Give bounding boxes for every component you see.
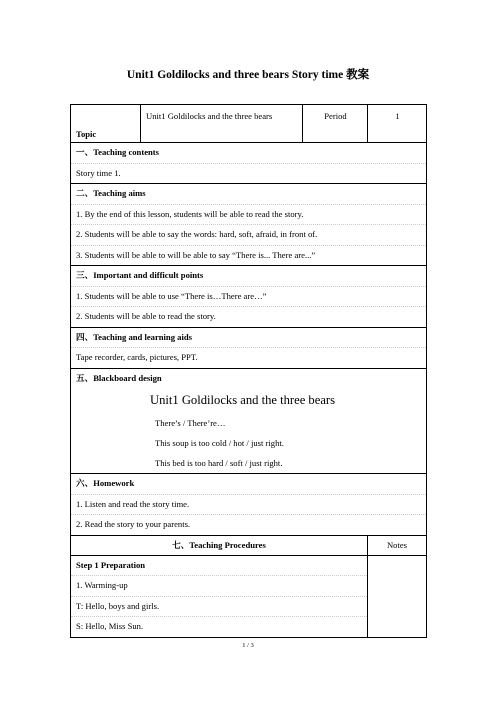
topic-name: Unit1 Goldilocks and the three bears <box>146 111 273 121</box>
important-points-heading: 三、Important and difficult points <box>71 266 426 287</box>
topic-label-cell <box>71 105 141 143</box>
procedure-line: 1. Warming-up <box>71 576 367 597</box>
notes-cell <box>368 555 427 637</box>
important-point-item: 2. Students will be able to read the story. <box>76 311 216 321</box>
aids-row <box>71 327 427 368</box>
procedure-line: S: Hello, Miss Sun. <box>76 621 144 631</box>
teaching-aim-item: 1. By the end of this lesson, students will be able to read the story. <box>71 205 426 226</box>
notes-heading: Notes <box>368 535 427 555</box>
blackboard-line: This bed is too hard / soft / just right. <box>155 458 283 468</box>
step-heading: Step 1 Preparation <box>71 556 367 577</box>
teaching-aims-section <box>71 184 427 266</box>
page-number: 1 / 3 <box>242 642 254 649</box>
aids-section <box>71 327 427 368</box>
period-value-cell <box>368 105 427 143</box>
teaching-aim-item: 2. Students will be able to say the words: hard, soft, afraid, in front of. <box>71 225 426 246</box>
topic-row <box>71 105 427 143</box>
blackboard-row <box>71 368 427 474</box>
period-value: 1 <box>395 111 400 121</box>
blackboard-line: There’s / There’re… <box>155 418 226 428</box>
teaching-contents-section <box>71 143 427 184</box>
blackboard-section <box>71 368 427 474</box>
period-label-cell <box>303 105 368 143</box>
homework-item: 1. Listen and read the story time. <box>71 495 426 516</box>
important-points-row <box>71 266 427 328</box>
procedures-section <box>71 555 368 637</box>
blackboard-heading: 五、Blackboard design <box>76 372 162 383</box>
topic-name-cell <box>141 105 303 143</box>
lesson-plan-table <box>70 104 427 638</box>
teaching-aims-heading: 二、Teaching aims <box>71 184 426 205</box>
teaching-contents-heading: 一、Teaching contents <box>71 143 426 164</box>
aids-heading: 四、Teaching and learning aids <box>71 328 426 349</box>
document-title: Unit1 Goldilocks and three bears Story time 教案 <box>126 69 370 81</box>
procedure-line: T: Hello, boys and girls. <box>71 597 367 618</box>
blackboard-line: This soup is too cold / hot / just right. <box>155 438 284 448</box>
period-label: Period <box>324 111 347 121</box>
teaching-aim-item: 3. Students will be able to will be able to say “There is... There are...” <box>76 249 316 260</box>
teaching-aims-row <box>71 184 427 266</box>
procedures-row <box>71 555 427 637</box>
teaching-contents-line: Story time 1. <box>76 167 121 178</box>
procedures-heading: 七、Teaching Procedures <box>71 535 368 555</box>
procedures-header-row <box>71 535 427 555</box>
homework-item: 2. Read the story to your parents. <box>76 519 191 529</box>
teaching-contents-row <box>71 143 427 184</box>
important-point-item: 1. Students will be able to use “There is…There are…” <box>71 287 426 308</box>
aids-line: Tape recorder, cards, pictures, PPT. <box>76 352 198 362</box>
homework-section <box>71 474 427 536</box>
blackboard-title: Unit1 Goldilocks and the three bears <box>150 393 336 407</box>
topic-label: Topic <box>76 129 97 139</box>
homework-row <box>71 474 427 536</box>
homework-heading: 六、Homework <box>71 474 426 495</box>
important-points-section <box>71 266 427 328</box>
